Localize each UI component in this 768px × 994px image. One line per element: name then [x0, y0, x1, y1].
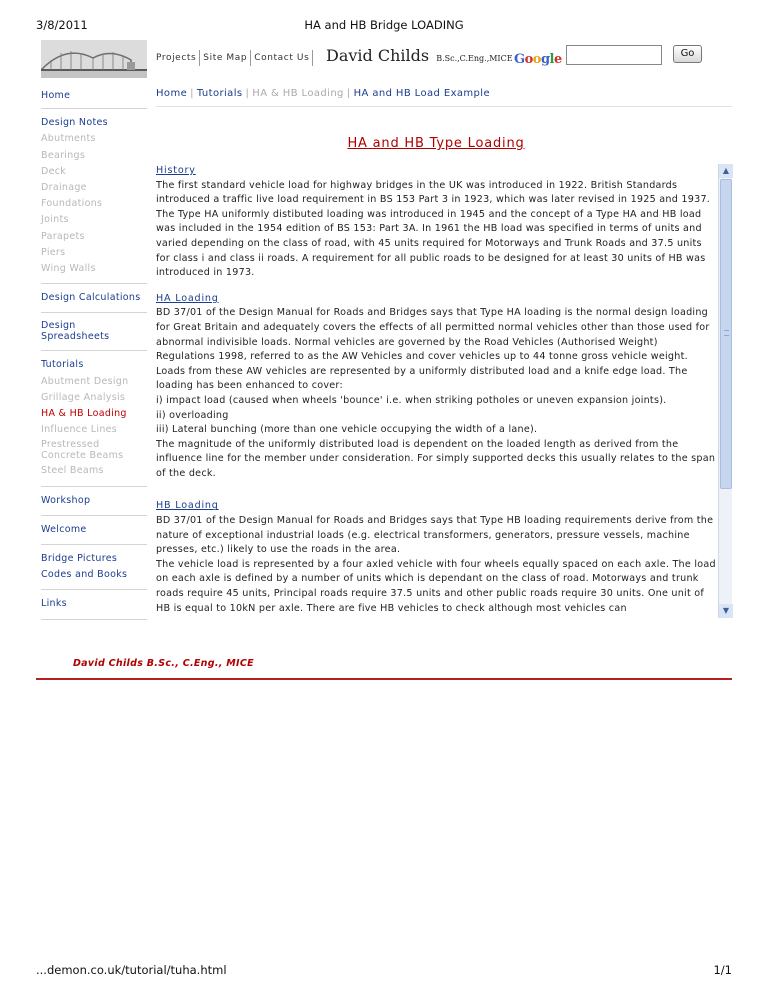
ha-loading-item-1: i) impact load (caused when wheels 'bounce' i.e. when striking potholes or uneven expansion joints). [156, 394, 667, 406]
breadcrumb-separator: | [346, 88, 351, 99]
sidebar-item-abutments[interactable]: Abutments [41, 133, 96, 145]
breadcrumb-divider [156, 106, 732, 107]
content-scrollbar[interactable] [718, 164, 732, 618]
print-url: ...demon.co.uk/tutorial/tuha.html [36, 963, 227, 977]
content-scroll-area[interactable] [156, 164, 718, 618]
sidebar [41, 80, 147, 620]
sidebar-item-home[interactable]: Home [41, 90, 71, 101]
footer-divider [36, 678, 732, 680]
author-credentials: B.Sc.,C.Eng.,MICE [436, 54, 513, 63]
sidebar-item-deck[interactable]: Deck [41, 165, 67, 177]
page-title: HA and HB Type Loading [347, 136, 525, 151]
nav-projects-link[interactable]: Projects [156, 53, 197, 63]
breadcrumb-tutorials[interactable]: Tutorials [196, 88, 243, 99]
top-navigation [156, 50, 316, 66]
search-go-button[interactable]: Go [673, 45, 702, 63]
hb-loading-body: The vehicle load is represented by a four axled vehicle with four wheels equally spaced on each axle. The load on each axle is defined by a number of units which is dependant on the class of road. Motorways and trunk roads require 45 units, Principal roads require 37.5 units and other public roads require 30 units. One unit of HB is equal to 10kN per axle. There are five HB vehicles to check although most vehicles can [156, 558, 716, 614]
scroll-up-arrow-icon[interactable]: ▲ [719, 164, 733, 178]
sidebar-item-welcome[interactable]: Welcome [41, 523, 87, 535]
author-name: David Childs [326, 46, 430, 65]
history-body: The first standard vehicle load for highway bridges in the UK was introduced in 1922. British Standards introduced a traffic live load requirement in BS 153 Part 3 in 1923, which was later revised in 1925 and 1937. The Type HA uniformly distibuted loading was introduced in 1945 and the concept of a Type HA and HB load was included in the 1954 edition of BS 153: Part 3A. In 1961 the HB load was specified in terms of units and varied depending on the class of road, with 45 units required for Motorways and Trunk Roads and 37.5 units for class i and class ii roads. A requirement for all public roads to be designed for at least 30 units of HB was introduced in 1973. [156, 179, 711, 279]
ha-loading-section [156, 292, 718, 482]
sidebar-item-bridge-pictures[interactable]: Bridge Pictures [41, 553, 118, 565]
sidebar-item-influence-lines[interactable]: Influence Lines [41, 424, 118, 436]
hb-loading-section [156, 499, 718, 616]
sidebar-item-parapets[interactable]: Parapets [41, 230, 85, 242]
sidebar-item-design-calculations[interactable]: Design Calculations [41, 292, 141, 304]
nav-divider [199, 50, 200, 66]
hb-loading-intro: BD 37/01 of the Design Manual for Roads and Bridges says that Type HB loading requirements derive from the nature of exceptional industrial loads (e.g. electrical transformers, generators, pressure vessels, machine presses, etc.) likely to use the roads in the area. [156, 515, 714, 556]
breadcrumb-separator: | [245, 88, 250, 99]
sidebar-item-design-spreadsheets[interactable]: Design Spreadsheets [41, 320, 110, 342]
sidebar-item-foundations[interactable]: Foundations [41, 198, 103, 210]
nav-divider [250, 50, 251, 66]
google-logo: Google [514, 52, 562, 67]
footer-signature: David Childs B.Sc., C.Eng., MICE [73, 658, 254, 669]
hb-loading-heading: HB Loading [156, 500, 219, 512]
author-header [326, 46, 513, 65]
nav-contact-us-link[interactable]: Contact Us [254, 53, 310, 63]
history-section [156, 164, 718, 281]
print-title: HA and HB Bridge LOADING [304, 18, 464, 32]
sidebar-item-links[interactable]: Links [41, 598, 67, 610]
ha-loading-heading: HA Loading [156, 292, 219, 304]
breadcrumb [156, 88, 490, 99]
sidebar-item-prestressed-concrete-beams[interactable]: Prestressed Concrete Beams [41, 439, 124, 461]
scrollbar-thumb[interactable] [720, 179, 732, 489]
history-heading: History [156, 165, 196, 176]
bridge-logo-image[interactable] [41, 40, 147, 78]
print-header [0, 18, 768, 34]
sidebar-item-tutorials[interactable]: Tutorials [41, 359, 84, 371]
sidebar-item-bearings[interactable]: Bearings [41, 149, 86, 161]
scroll-grip-icon [724, 330, 729, 336]
sidebar-item-wing-walls[interactable]: Wing Walls [41, 263, 96, 275]
sidebar-item-workshop[interactable]: Workshop [41, 494, 91, 506]
print-page-number: 1/1 [713, 963, 732, 977]
breadcrumb-load-example[interactable]: HA and HB Load Example [353, 88, 491, 99]
scroll-down-arrow-icon[interactable]: ▼ [719, 604, 733, 618]
sidebar-item-abutment-design[interactable]: Abutment Design [41, 375, 129, 387]
sidebar-item-joints[interactable]: Joints [41, 214, 69, 226]
sidebar-item-codes-and-books[interactable]: Codes and Books [41, 569, 128, 581]
breadcrumb-current: HA & HB Loading [252, 88, 344, 99]
ha-loading-intro: BD 37/01 of the Design Manual for Roads and Bridges says that Type HA loading is the normal design loading for Great Britain and adequately covers the effects of all permitted normal vehicles other than those used for abnormal indivisible loads. Normal vehicles are governed by the Road Vehicles (Authorised Weight) Regulations 1998, referred to as the AW Vehicles and cover vehicles up to 44 tonne gross vehicle weight. Loads from these AW vehicles are represented by a uniformly distributed load and a knife edge load. The loading has been enhanced to cover: [156, 307, 710, 392]
ha-loading-item-3: iii) Lateral bunching (more than one vehicle occupying the width of a lane). [156, 424, 538, 436]
print-date: 3/8/2011 [36, 18, 88, 32]
breadcrumb-separator: | [190, 88, 194, 99]
sidebar-item-piers[interactable]: Piers [41, 246, 66, 258]
breadcrumb-home[interactable]: Home [156, 88, 188, 99]
ha-loading-item-2: ii) overloading [156, 409, 229, 421]
sidebar-item-steel-beams[interactable]: Steel Beams [41, 465, 104, 477]
nav-divider [312, 50, 313, 66]
sidebar-item-grillage-analysis[interactable]: Grillage Analysis [41, 391, 126, 403]
search-input[interactable] [566, 45, 662, 65]
sidebar-item-ha-hb-loading[interactable]: HA & HB Loading [41, 408, 127, 420]
sidebar-item-drainage[interactable]: Drainage [41, 182, 87, 194]
bridge-silhouette-icon [41, 40, 147, 78]
ha-loading-outro: The magnitude of the uniformly distributed load is dependent on the loaded length as derived from the influence line for the member under consideration. For simply supported decks this usually relates to the span of the deck. [156, 438, 716, 479]
sidebar-item-design-notes[interactable]: Design Notes [41, 117, 108, 129]
nav-site-map-link[interactable]: Site Map [203, 53, 248, 63]
